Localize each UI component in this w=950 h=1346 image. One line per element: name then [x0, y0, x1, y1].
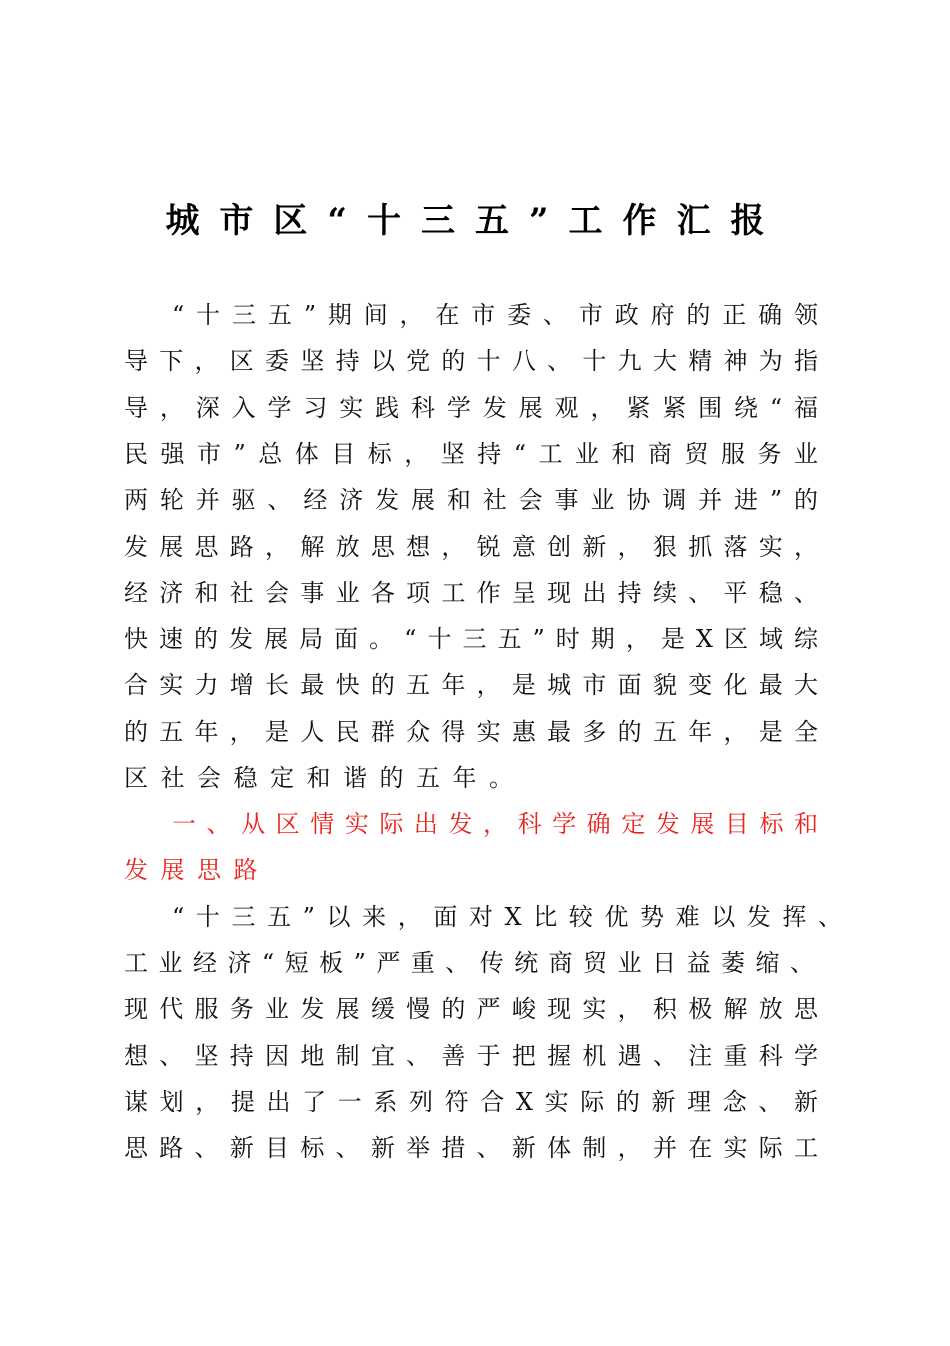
paragraph-line: 的五年，是人民群众得实惠最多的五年，是全 [124, 718, 818, 746]
paragraph-line: 导，深入学习实践科学发展观，紧紧围绕“福 [124, 394, 818, 422]
paragraph-line: 区社会稳定和谐的五年。 [124, 764, 526, 792]
paragraph-line: 思路、新目标、新举措、新体制，并在实际工 [124, 1134, 818, 1162]
document-title: 城市区“十三五”工作汇报 [165, 201, 785, 241]
paragraph-line: 想、坚持因地制宜、善于把握机遇、注重科学 [124, 1042, 818, 1070]
paragraph-line: 民强市”总体目标，坚持“工业和商贸服务业 [124, 440, 818, 468]
paragraph-line: 导下，区委坚持以党的十八、十九大精神为指 [124, 347, 818, 375]
paragraph-line: 两轮并驱、经济发展和社会事业协调并进”的 [124, 486, 818, 514]
heading-line: 发展思路 [124, 856, 270, 884]
paragraph-line: 合实力增长最快的五年，是城市面貌变化最大 [124, 671, 818, 699]
paragraph-line: 现代服务业发展缓慢的严峻现实，积极解放思 [124, 995, 818, 1023]
paragraph-line: “十三五”期间，在市委、市政府的正确领 [172, 301, 818, 329]
paragraph-line: 工业经济“短板”严重、传统商贸业日益萎缩、 [124, 949, 814, 977]
paragraph-line: 快速的发展局面。“十三五”时期，是X区域综 [124, 625, 818, 653]
paragraph-line: 发展思路，解放思想，锐意创新，狠抓落实， [124, 533, 818, 561]
paragraph-line: “十三五”以来，面对X比较优势难以发挥、 [172, 903, 842, 931]
paragraph-line: 谋划，提出了一系列符合X实际的新理念、新 [124, 1088, 818, 1116]
paragraph-line: 经济和社会事业各项工作呈现出持续、平稳、 [124, 579, 818, 607]
heading-line: 一、从区情实际出发，科学确定发展目标和 [172, 810, 818, 838]
